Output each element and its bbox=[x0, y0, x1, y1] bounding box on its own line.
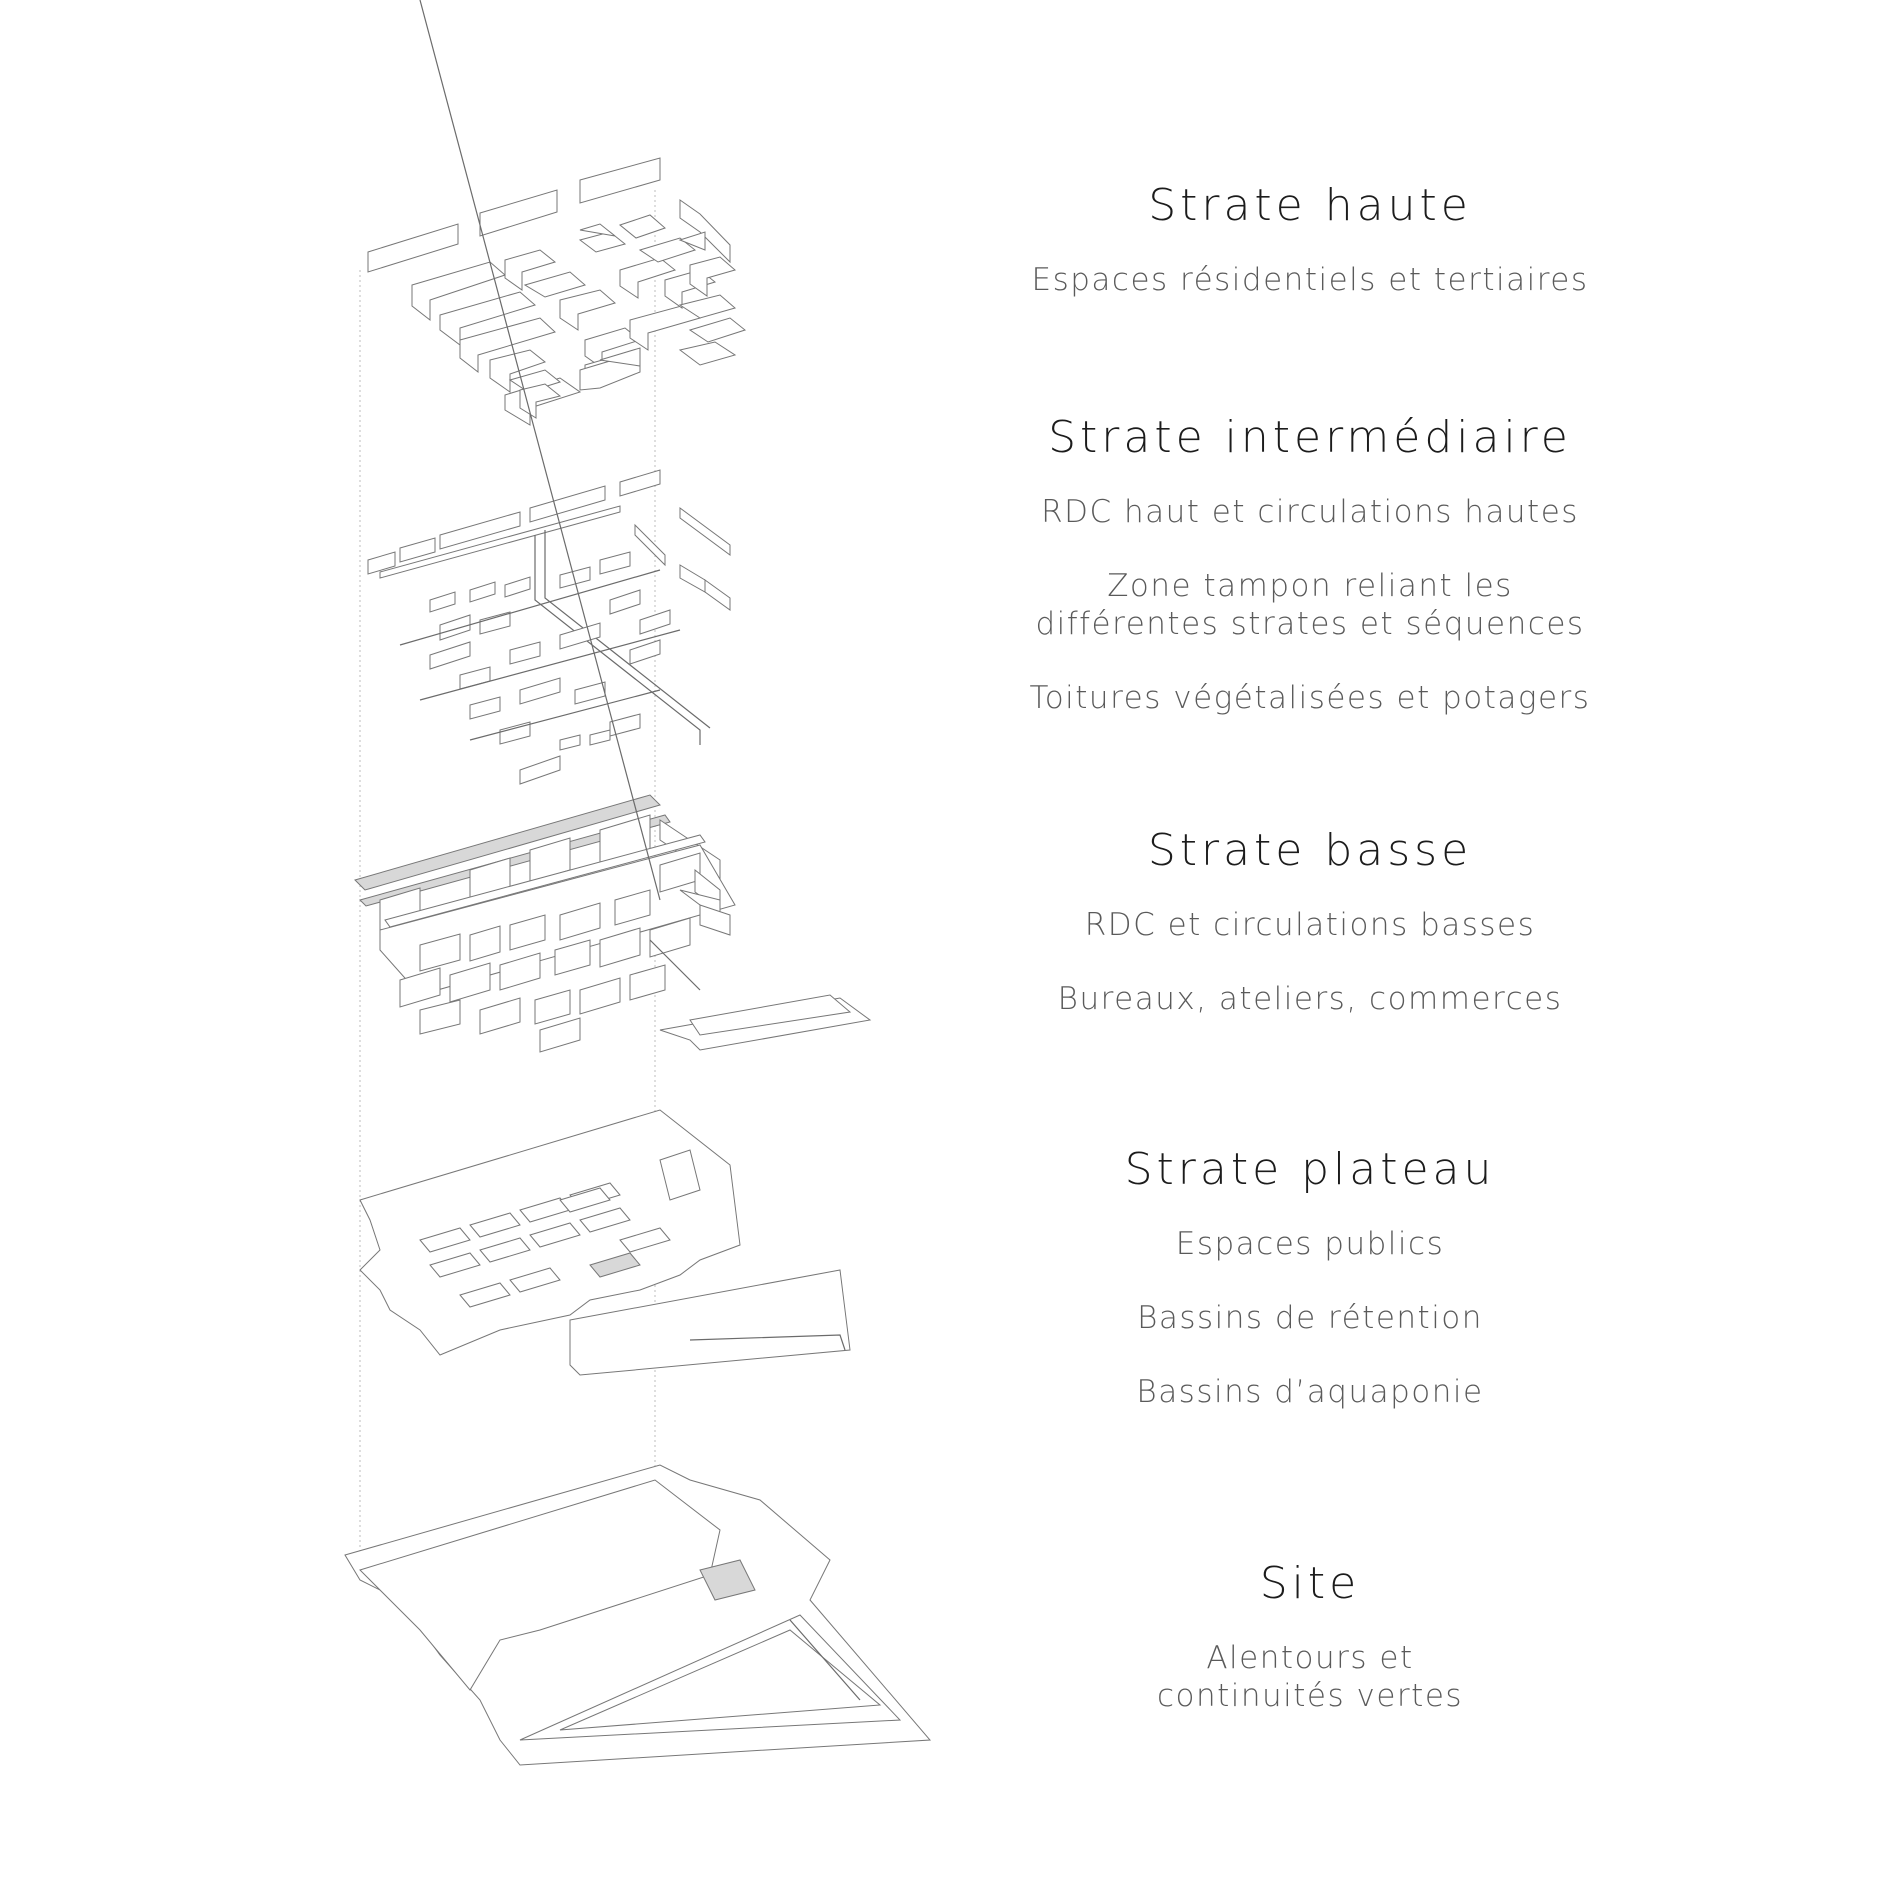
layer-description: Espaces résidentiels et tertiaires bbox=[1031, 262, 1589, 298]
legend-strate-haute bbox=[980, 180, 1640, 299]
legend-site bbox=[980, 1558, 1640, 1715]
layer-strate-haute-drawing bbox=[368, 158, 745, 425]
layer-title: Strate haute bbox=[1148, 180, 1472, 231]
layer-description: Espaces publics bbox=[1175, 1226, 1445, 1262]
layer-description: RDC haut et circulations hautes bbox=[1041, 494, 1579, 530]
layer-description: Toitures végétalisées et potagers bbox=[1029, 680, 1591, 716]
layer-title: Strate basse bbox=[1147, 825, 1473, 876]
layer-strate-basse-drawing bbox=[355, 0, 870, 1052]
legend-strate-basse bbox=[980, 825, 1640, 1018]
legend-strate-intermediaire bbox=[980, 412, 1640, 717]
layer-title: Strate intermédiaire bbox=[1048, 412, 1572, 463]
layer-title: Site bbox=[1259, 1558, 1361, 1609]
layer-strate-intermediaire-drawing bbox=[368, 470, 730, 784]
layer-description: Bassins d’aquaponie bbox=[1136, 1374, 1484, 1410]
layer-description: Alentours et continuités vertes bbox=[1156, 1640, 1464, 1714]
layer-description: RDC et circulations basses bbox=[1084, 907, 1536, 943]
layer-description: Bassins de rétention bbox=[1137, 1300, 1483, 1336]
layer-site-drawing bbox=[345, 1465, 930, 1765]
layer-title: Strate plateau bbox=[1124, 1144, 1496, 1195]
legend-strate-plateau bbox=[980, 1144, 1640, 1411]
layer-description: Bureaux, ateliers, commerces bbox=[1057, 981, 1563, 1017]
layer-strate-plateau-drawing bbox=[360, 1110, 850, 1375]
layer-description: Zone tampon reliant les différentes strates et séquences bbox=[1035, 568, 1585, 642]
